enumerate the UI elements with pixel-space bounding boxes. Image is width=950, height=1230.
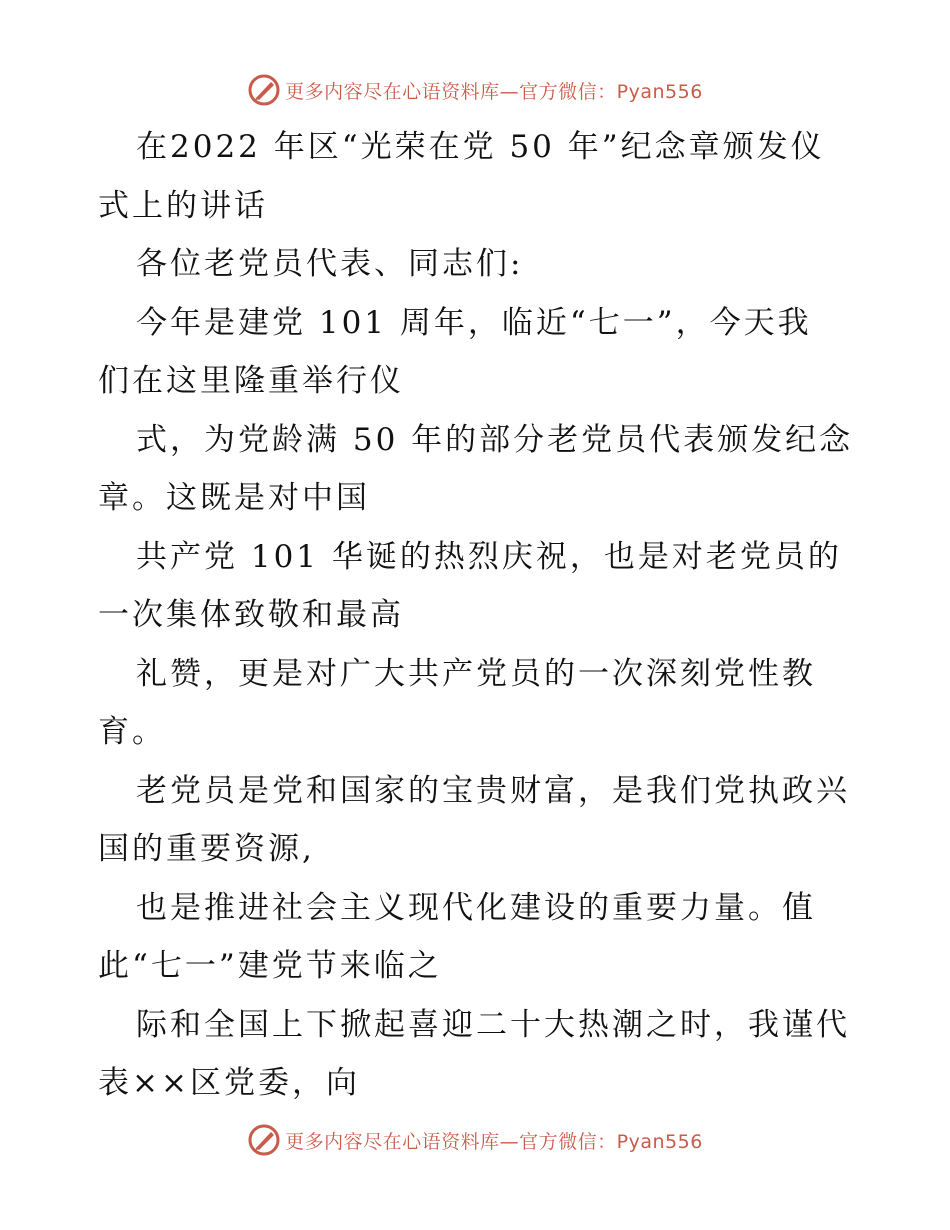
text-line: 各位老党员代表、同志们: [136, 246, 524, 282]
text-line: 也是推进社会主义现代化建设的重要力量。值 [136, 889, 816, 926]
document-body [98, 118, 858, 1113]
text-line: 们在这里隆重举行仪 [98, 363, 404, 399]
text-line: 章。这既是对中国 [98, 480, 370, 516]
text-line: 育。 [98, 714, 166, 750]
text-line: 式上的讲话 [98, 187, 268, 224]
watermark-text: 更多内容尽在心语资料库—官方微信：Pyan556 [285, 1130, 703, 1153]
text-line: 际和全国上下掀起喜迎二十大热潮之时，我谨代 [136, 1006, 850, 1043]
text-line: 国的重要资源, [98, 831, 315, 867]
text-line: 老党员是党和国家的宝贵财富，是我们党执政兴 [136, 772, 850, 809]
text-line: 式，为党龄满 50 年的部分老党员代表颁发纪念 [136, 421, 854, 458]
text-line: 在2022 年区“光荣在党 50 年”纪念章颁发仪 [136, 129, 825, 165]
header-watermark-banner [0, 70, 950, 110]
text-line: 一次集体致敬和最高 [98, 597, 404, 633]
quill-seal-icon [247, 73, 281, 107]
text-line: 表××区党委，向 [98, 1065, 360, 1101]
text-line: 此“七一”建党节来临之 [98, 948, 442, 984]
quill-seal-icon [247, 1123, 281, 1157]
text-line: 今年是建党 101 周年，临近“七一”，今天我 [136, 304, 812, 341]
text-line: 共产党 101 华诞的热烈庆祝，也是对老党员的 [136, 538, 842, 575]
watermark-text: 更多内容尽在心语资料库—官方微信：Pyan556 [285, 80, 703, 103]
text-line: 礼赞，更是对广大共产党员的一次深刻党性教 [136, 655, 816, 692]
footer-watermark-banner [0, 1120, 950, 1160]
